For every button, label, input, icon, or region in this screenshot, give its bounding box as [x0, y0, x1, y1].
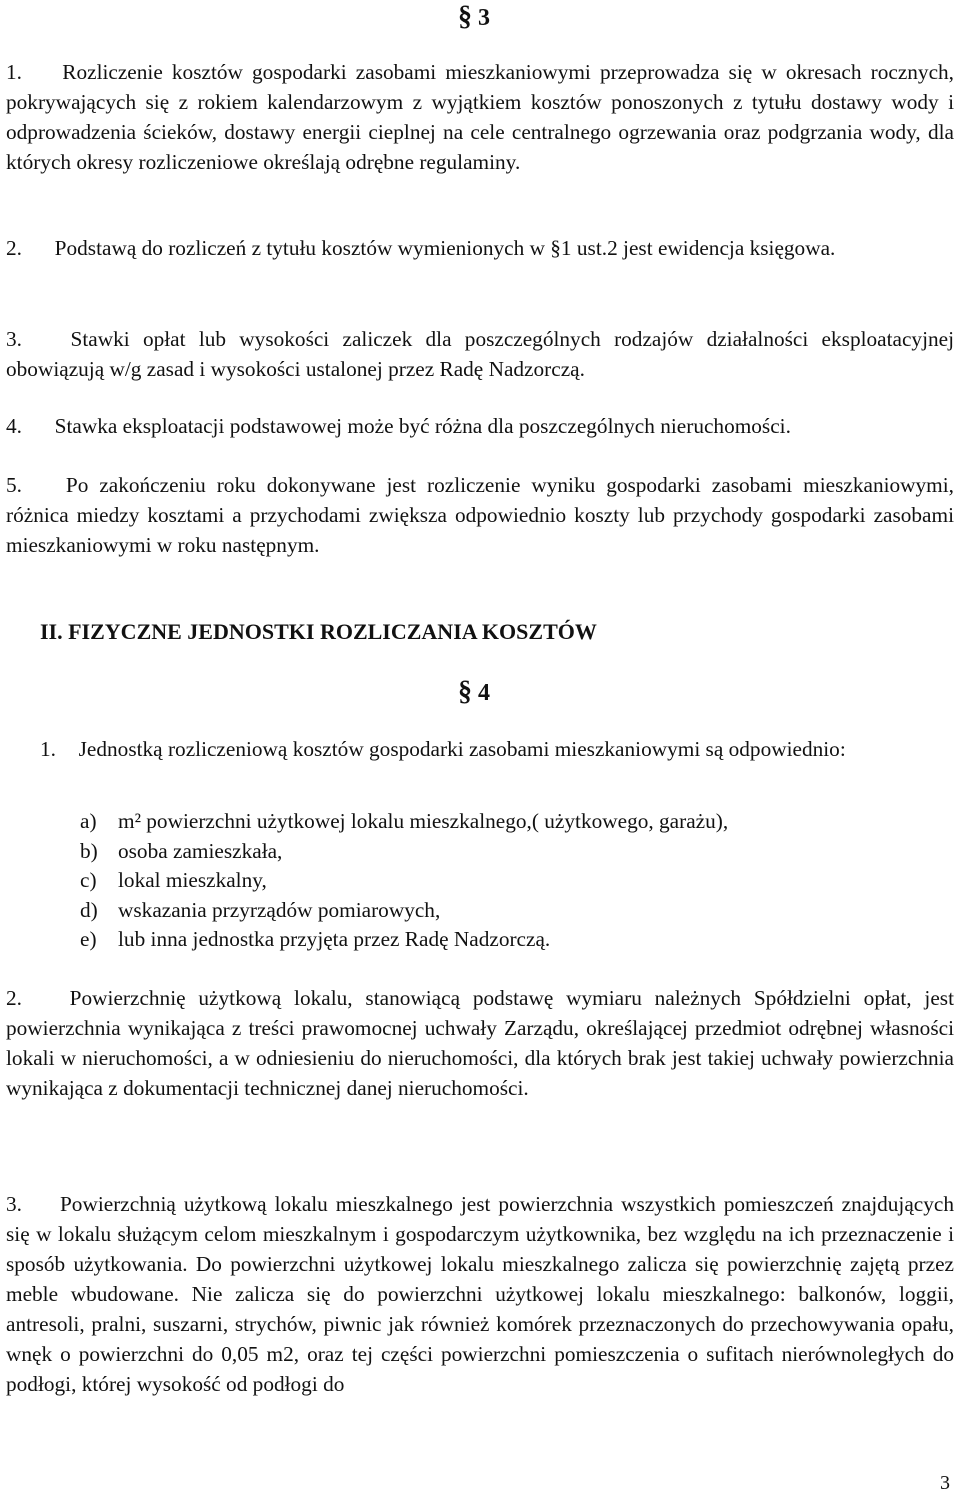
paragraph-text: Stawki opłat lub wysokości zaliczek dla poszczególnych rodzajów działalności eksploatacyjnej obowiązują w/g zasad i wysokości ustalonej przez Radę Nadzorczą. — [6, 327, 955, 381]
list-text: wskazania przyrządów pomiarowych, — [118, 897, 441, 922]
section-number: 4 — [478, 680, 490, 706]
list-item — [80, 837, 728, 867]
list-text: m² powierzchni użytkowej lokalu mieszkalnego,( użytkowego, garażu), — [118, 809, 729, 833]
section-3-paragraph-2 — [6, 233, 954, 263]
section-symbol: § — [458, 1, 472, 32]
section-3-paragraph-5 — [6, 470, 954, 560]
list-text: lokal mieszkalny, — [118, 868, 267, 892]
paragraph-number: 2. — [6, 236, 22, 260]
paragraph-number: 1. — [40, 737, 56, 761]
paragraph-text: Powierzchnię użytkową lokalu, stanowiącą podstawę wymiaru należnych Spółdzielni opłat, jest powierzchnia wynikająca z treści prawomocnej uchwały Zarządu, określającej przedmiot odrębnej własności lokali w nieruchomości, a w odniesieniu do nieruchomości, dla których brak jest takiej uchwały powierzchnia wynikająca z dokumentacji technicznej danej nieruchomości. — [6, 986, 954, 1100]
paragraph-number: 1. — [6, 60, 22, 84]
paragraph-number: 4. — [6, 414, 22, 438]
paragraph-text: Po zakończeniu roku dokonywane jest rozliczenie wyniku gospodarki zasobami mieszkaniowymi, różnica miedzy kosztami a przychodami zwiększa odpowiednio koszty lub przychody gospodarki zasobami mieszkaniowymi w roku następnym. — [6, 473, 954, 557]
section-4-mark — [458, 677, 490, 708]
list-item — [80, 896, 728, 926]
paragraph-number: 2. — [6, 986, 22, 1010]
list-letter: c) — [80, 868, 97, 892]
page-number: 3 — [940, 1472, 950, 1494]
list-letter: b) — [80, 838, 98, 863]
list-item — [80, 807, 728, 837]
chapter-heading: II. FIZYCZNE JEDNOSTKI ROZLICZANIA KOSZTÓW — [40, 619, 597, 644]
section-4-paragraph-2 — [6, 983, 954, 1103]
paragraph-number: 5. — [6, 473, 22, 497]
section-3-paragraph-4 — [6, 411, 954, 441]
section-number: 3 — [478, 5, 490, 31]
list-letter: e) — [80, 927, 97, 951]
list-text: lub inna jednostka przyjęta przez Radę Nadzorczą. — [118, 927, 551, 951]
paragraph-text: Rozliczenie kosztów gospodarki zasobami mieszkaniowymi przeprowadza się w okresach rocznych, pokrywających się z rokiem kalendarzowym z wyjątkiem kosztów ponoszonych z tytułu dostawy wody i odprowadzenia ścieków, dostawy energii cieplnej na cele centralnego ogrzewania oraz podgrzania wody, dla których okresy rozliczeniowe określają odrębne regulaminy. — [6, 60, 955, 174]
list-letter: a) — [80, 809, 97, 833]
section-symbol: § — [458, 676, 472, 707]
list-item — [80, 925, 728, 955]
paragraph-text: Jednostką rozliczeniową kosztów gospodarki zasobami mieszkaniowymi są odpowiednio: — [78, 737, 846, 761]
list-text: osoba zamieszkała, — [118, 838, 283, 863]
list-letter: d) — [80, 897, 98, 922]
paragraph-number: 3. — [6, 327, 22, 351]
paragraph-text: Podstawą do rozliczeń z tytułu kosztów wymienionych w §1 ust.2 jest ewidencja księgowa. — [54, 236, 836, 260]
paragraph-text: Powierzchnią użytkową lokalu mieszkalnego jest powierzchnia wszystkich pomieszczeń znajdujących się w lokalu służącym celom mieszkalnym i gospodarczym użytkownika, bez względu na ich przeznaczenie i sposób użytkowania. Do powierzchni użytkowej lokalu mieszkalnego zalicza się powierzchnię zajętą przez meble wbudowane. Nie zalicza się do powierzchni użytkowej lokalu mieszkalnego: balkonów, loggii, antresoli, pralni, suszarni, strychów, piwnic jak również komórek przeznaczonych do przechowywania opału, wnęk o powierzchni do 0,05 m2, oraz tej części powierzchni pomieszczenia o sufitach nierównoległych do podłogi, której wysokość od podłogi do — [6, 1192, 955, 1396]
section-3-mark — [458, 2, 490, 33]
unit-list — [80, 807, 728, 955]
section-4-paragraph-1 — [40, 734, 870, 764]
paragraph-number: 3. — [6, 1192, 22, 1216]
section-4-paragraph-3 — [6, 1189, 954, 1399]
section-3-paragraph-1 — [6, 57, 954, 177]
list-item — [80, 866, 728, 896]
section-3-paragraph-3 — [6, 324, 954, 384]
paragraph-text: Stawka eksploatacji podstawowej może być różna dla poszczególnych nieruchomości. — [54, 414, 791, 438]
